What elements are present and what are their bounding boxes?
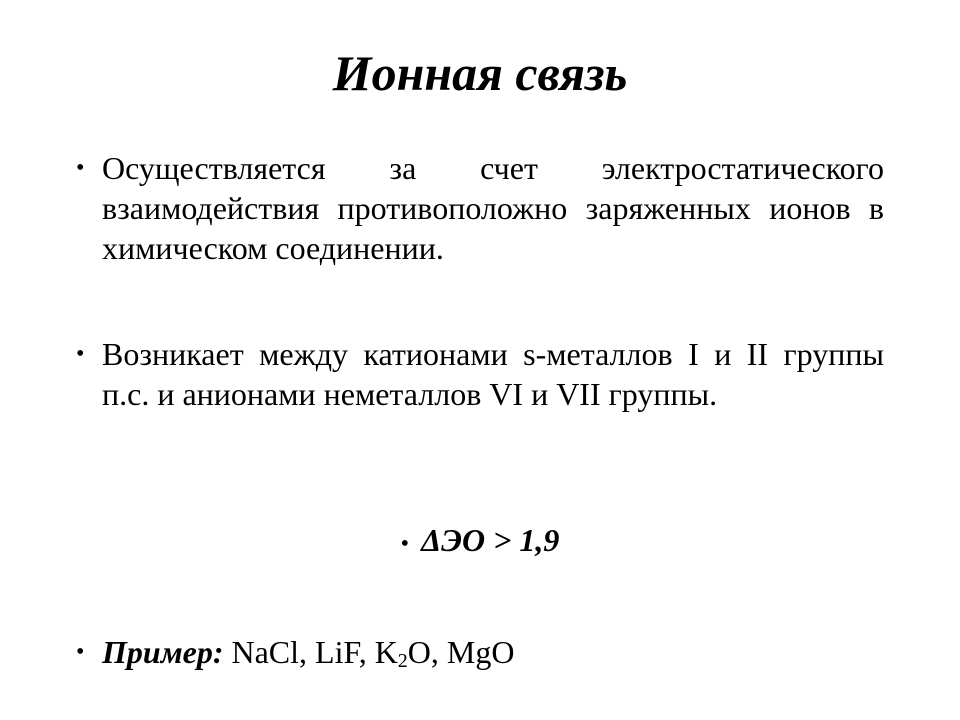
bullet-dot: • xyxy=(400,531,410,557)
bullet-item-example xyxy=(76,632,884,672)
slide-title: Ионная связь xyxy=(332,45,628,101)
electronegativity-formula: ΔЭО > 1,9 xyxy=(421,522,560,558)
bullet-item-2 xyxy=(76,334,884,414)
example-line xyxy=(102,632,884,672)
bullet-item-1 xyxy=(76,148,884,268)
example-label: Пример: xyxy=(102,634,224,670)
example-items-after: O, MgO xyxy=(407,634,515,670)
example-items-before: NaCl, LiF, K xyxy=(231,634,398,670)
example-subscript: 2 xyxy=(397,650,408,672)
bullet-item-formula xyxy=(0,520,960,564)
bullet-text-1: Осуществляется за счет электростатического взаимодействия противоположно заряженных ионов в химическом соединении. xyxy=(102,150,884,266)
bullet-dot: • xyxy=(76,341,85,367)
bullet-dot: • xyxy=(76,639,85,665)
bullet-dot: • xyxy=(76,155,85,181)
formula-line xyxy=(401,520,560,564)
bullet-text-2: Возникает между катионами s-металлов I и II группы п.с. и анионами неметаллов VI и VII группы. xyxy=(102,336,884,412)
